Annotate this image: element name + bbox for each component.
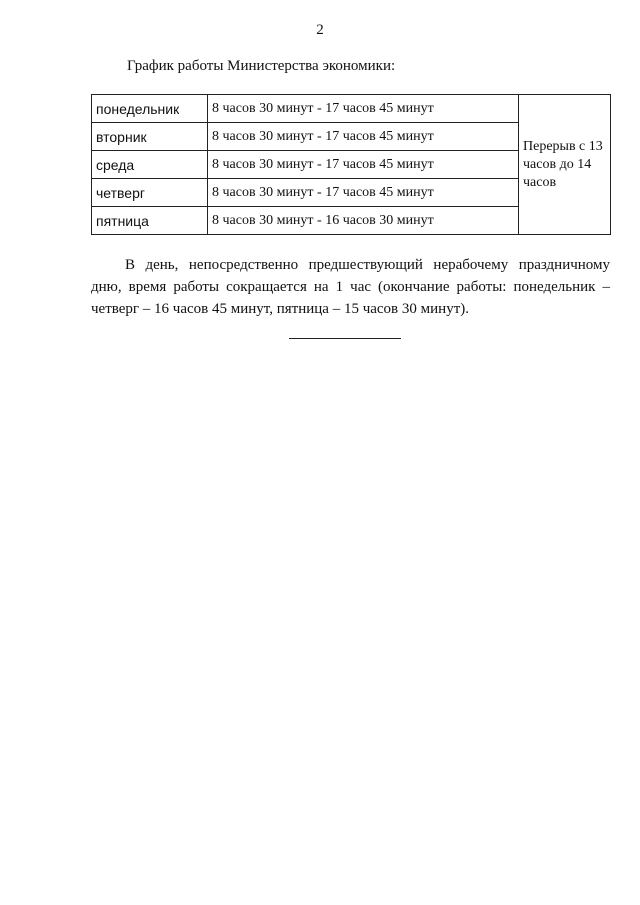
day-cell: понедельник [92, 95, 208, 123]
holiday-note-paragraph: В день, непосредственно предшествующий нерабочему праздничному дню, время работы сокращается на 1 час (окончание работы: понедельник – четверг – 16 часов 45 минут, пятница – 15 часов 30 минут). [91, 257, 610, 317]
day-cell: пятница [92, 207, 208, 235]
hours-cell: 8 часов 30 минут - 17 часов 45 минут [208, 95, 519, 123]
hours-cell: 8 часов 30 минут - 17 часов 45 минут [208, 179, 519, 207]
day-cell: четверг [92, 179, 208, 207]
day-cell: среда [92, 151, 208, 179]
hours-cell: 8 часов 30 минут - 17 часов 45 минут [208, 123, 519, 151]
schedule-table [91, 94, 611, 235]
page-number: 2 [316, 22, 324, 38]
break-note-cell: Перерыв с 13 часов до 14 часов [519, 95, 611, 235]
day-cell: вторник [92, 123, 208, 151]
hours-cell: 8 часов 30 минут - 16 часов 30 минут [208, 207, 519, 235]
table-row [92, 95, 611, 123]
closing-rule [289, 338, 401, 339]
schedule-heading: График работы Министерства экономики: [127, 58, 396, 74]
hours-cell: 8 часов 30 минут - 17 часов 45 минут [208, 151, 519, 179]
